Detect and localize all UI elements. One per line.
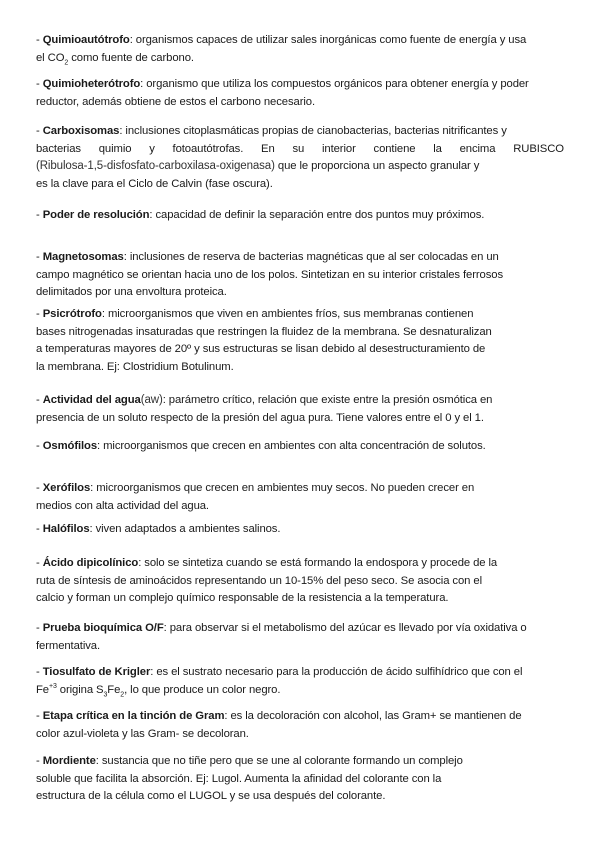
entry-psicrotrofo: - Psicrótrofo: microorganismos que viven en ambientes fríos, sus membranas contienen bases nitrogenadas insaturadas que restringen la fluidez de la membrana. Se desnaturalizan a temperaturas mayores de 20º y sus estructuras se lisan debido al desestructuramiento de la membrana. Ej: Clostridium Botulinum. (36, 306, 564, 376)
term: Mordiente (42, 755, 96, 767)
entry-xerofilos: - Xerófilos: microorganismos que crecen en ambientes muy secos. No pueden crecer en medios con alta actividad del agua. (36, 480, 564, 515)
entry-quimioautotrofo: - Quimioautótrofo: organismos capaces de utilizar sales inorgánicas como fuente de energía y usa el $CO_2$ como fuente de carbono. (36, 34, 527, 66)
definition-line: ruta de síntesis de aminoácidos representando un 10-15% del peso seco. Se asocia con el (36, 574, 482, 587)
definition-line: : sustancia que no tiñe pero que se une al colorante formando un complejo (95, 755, 463, 767)
definition-line: : para observar si el metabolismo del azúcar es llevado por vía oxidativa o (163, 622, 527, 634)
definition-line: la membrana. Ej: Clostridium Botulinum. (36, 360, 234, 373)
entry-actividad-agua: - Actividad del agua(aw): parámetro crítico, relación que existe entre la presión osmótica en presencia de un soluto respecto de la presión del agua pura. Tiene valores entre el 0 y el 1. (36, 392, 564, 427)
definition-line: : inclusiones citoplasmáticas propias de cianobacterias, bacterias nitrificantes y (119, 125, 507, 137)
term: Actividad del agua (42, 394, 141, 406)
definition-line: es la clave para el Ciclo de Calvin (fase oscura). (36, 177, 273, 190)
definition-line: fermentativa. (36, 639, 100, 652)
aw-symbol: (aw) (140, 394, 163, 406)
entry-tiosulfato: - Tiosulfato de Krigler: es el sustrato necesario para la producción de ácido sulfihídrico que con el $Fe^{+3}$ origina $S_3Fe_2$, lo que produce un color negro. (36, 664, 564, 699)
entry-halofilos: - Halófilos: viven adaptados a ambientes salinos. (36, 523, 281, 535)
definition-line: : organismos capaces de utilizar sales inorgánicas como fuente de energía y usa (129, 34, 527, 46)
term: Prueba bioquímica O/F (42, 622, 164, 634)
term: Quimioheterótrofo (42, 78, 141, 90)
definition-line: soluble que facilita la absorción. Ej: Lugol. Aumenta la afinidad del colorante con la (36, 772, 442, 785)
definition-line: : solo se sintetiza cuando se está formando la endospora y procede de la (138, 557, 498, 569)
definition-line: : capacidad de definir la separación entre dos puntos muy próximos. (149, 209, 485, 221)
enzyme-name: (Ribulosa-1,5-disfosfato-carboxilasa-oxigenasa) (36, 160, 275, 173)
entry-prueba-of: - Prueba bioquímica O/F: para observar si el metabolismo del azúcar es llevado por vía oxidativa o fermentativa. (36, 620, 564, 655)
definition-line: campo magnético se orientan hacia uno de los polos. Sintetizan en su interior cristales ferrosos (36, 268, 504, 281)
definition-line: que le proporciona un aspecto granular y (277, 160, 480, 173)
definition-line: medios con alta actividad del agua. (36, 499, 209, 512)
definition-line: : organismo que utiliza los compuestos orgánicos para obtener energía y poder (140, 78, 529, 90)
term: Etapa crítica en la tinción de Gram (42, 710, 225, 722)
entry-magnetosomas: - Magnetosomas: inclusiones de reserva de bacterias magnéticas que al ser colocadas en un campo magnético se orientan hacia uno de los polos. Sintetizan en su interior cristales ferrosos delimitados por una envoltura proteica. (36, 249, 564, 302)
definition-line: : microorganismos que crecen en ambientes muy secos. No pueden crecer en (90, 482, 475, 494)
term: Quimioautótrofo (42, 34, 130, 46)
definition-line: : microorganismos que viven en ambientes fríos, sus membranas contienen (101, 308, 474, 320)
definition-line: delimitados por una envoltura proteica. (36, 286, 227, 299)
entry-acido-dipicolinico: - Ácido dipicolínico: solo se sintetiza cuando se está formando la endospora y procede de la ruta de síntesis de aminoácidos representando un 10-15% del peso seco. Se asocia con el calcio y forman un complejo químico responsable de la resistencia a la temperatura. (36, 555, 564, 608)
entry-carboxisomas: - Carboxisomas: inclusiones citoplasmáticas propias de cianobacterias, bacterias nitrificantes y bacterias quimio y fotoautótrofas. En su interior contiene la encima RUBISCO (Ribulosa-1,5-disfosfato-carboxilasa-oxigenasa) que le proporciona un aspecto granular y es la clave para el Ciclo de Calvin (fase oscura). (36, 123, 564, 193)
definition-line: calcio y forman un complejo químico responsable de la resistencia a la temperatura. (36, 592, 449, 605)
entry-osmofilos: - Osmófilos: microorganismos que crecen en ambientes con alta concentración de solutos. (36, 440, 486, 452)
definition-line: presencia de un soluto respecto de la presión del agua pura. Tiene valores entre el 0 y el 1. (36, 411, 484, 424)
entry-mordiente: - Mordiente: sustancia que no tiñe pero que se une al colorante formando un complejo soluble que facilita la absorción. Ej: Lugol. Aumenta la afinidad del colorante con la estructura de la célula como el LUGOL y se usa después del colorante. (36, 753, 564, 806)
definition-line: como fuente de carbono. (71, 51, 194, 64)
entry-quimioheterotrofo: - Quimioheterótrofo: organismo que utiliza los compuestos orgánicos para obtener energía y poder reductor, además obtiene de estos el carbono necesario. (36, 76, 564, 111)
term: Osmófilos (42, 440, 98, 452)
definition-line: : microorganismos que crecen en ambientes con alta concentración de solutos. (97, 440, 486, 452)
definition-line: estructura de la célula como el LUGOL y se usa después del colorante. (36, 790, 386, 803)
term: Magnetosomas (42, 251, 124, 263)
term: Poder de resolución (42, 209, 150, 221)
entry-etapa-critica: - Etapa crítica en la tinción de Gram: es la decoloración con alcohol, las Gram+ se mantienen de color azul-violeta y las Gram- se decoloran. (36, 708, 564, 743)
definition-line: : inclusiones de reserva de bacterias magnéticas que al ser colocadas en un (123, 251, 499, 263)
definition-line: bases nitrogenadas insaturadas que restringen la fluidez de la membrana. Se desnaturalizan (36, 325, 492, 338)
co2-formula: el $CO_2$ (36, 51, 69, 66)
definition-line: : parámetro crítico, relación que existe entre la presión osmótica en (162, 394, 493, 406)
definition-line: : viven adaptados a ambientes salinos. (89, 523, 281, 535)
definition-line: : es el sustrato necesario para la producción de ácido sulfihídrico que con el (150, 666, 523, 678)
term: Tiosulfato de Krigler (42, 666, 151, 678)
term: Xerófilos (42, 482, 91, 494)
term: Psicrótrofo (42, 308, 102, 320)
definition-line: color azul-violeta y las Gram- se decoloran. (36, 727, 249, 740)
term: Ácido dipicolínico (42, 557, 139, 569)
formula-line: $Fe^{+3}$ origina $S_3Fe_2$, lo que produce un color negro. (36, 682, 281, 698)
term: Carboxisomas (42, 125, 120, 137)
definition-line: bacterias quimio y fotoautótrofas. En su interior contiene la encima RUBISCO (36, 142, 564, 155)
definition-line: reductor, además obtiene de estos el carbono necesario. (36, 95, 315, 108)
definition-line: a temperaturas mayores de 20º y sus estructuras se lisan debido al desestructuramiento de (36, 343, 486, 356)
term: Halófilos (42, 523, 90, 535)
entry-poder-resolucion: - Poder de resolución: capacidad de definir la separación entre dos puntos muy próximos. (36, 209, 485, 221)
definition-line: : es la decoloración con alcohol, las Gram+ se mantienen de (224, 710, 522, 722)
